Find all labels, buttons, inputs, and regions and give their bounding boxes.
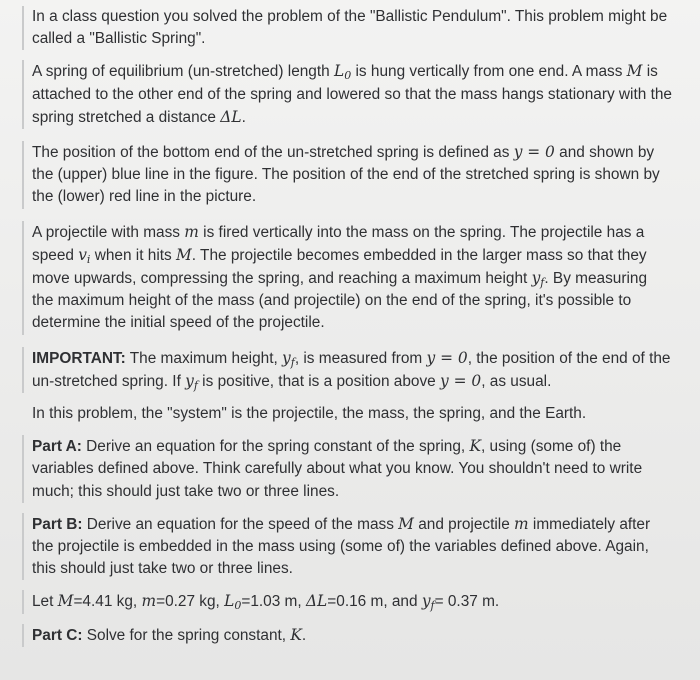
var-y-equals-0: y = 0 — [440, 371, 482, 390]
var-delta-L: ΔL — [220, 107, 242, 126]
text: and shown by the (upper) blue line in the figure. The position of the end of the stretched spring is shown by the (lower) red line in the picture. — [32, 144, 660, 206]
var-m: m — [514, 514, 529, 533]
text: The position of the bottom end of the un-stretched spring is defined as — [32, 144, 514, 162]
part-b: Part B: Derive an equation for the speed of the mass M and projectile m immediately after the projectile is embedded in the mass using (some of) the variables defined above. Again, this should just take two or three lines. — [22, 513, 672, 581]
paragraph-projectile: A projectile with mass m is fired vertically into the mass on the spring. The projectile has a speed $v_i$ when it hits M. The projectile becomes embedded in the larger mass so that they move upwards, compressing the spring, and reaching a maximum height $y_f$. By measuring the maximum height of the mass (and projectile) on the end of the spring, it's possible to determine the initial speed of the projectile. — [22, 221, 672, 335]
intro-text: In a class question you solved the problem of the "Ballistic Pendulum". This problem might be called a "Ballistic Spring". — [32, 8, 668, 48]
var-M: M — [398, 514, 414, 533]
given-values: Let M=4.41 kg, m=0.27 kg, $L_0=1.03$ m, ΔL=0.16 m, and $y_f= 0.37$ m. — [22, 590, 672, 613]
text: is attached to the other end of the spring and lowered so that the mass hangs stationary with the spring stretched a distance — [32, 63, 672, 126]
var-y-equals-0: y = 0 — [513, 143, 555, 162]
var-delta-L: ΔL — [305, 592, 328, 611]
text: is hung vertically from one end. A mass — [351, 63, 627, 81]
var-y-equals-0: y = 0 — [426, 348, 468, 367]
var-K: K — [290, 625, 302, 644]
var-yf: $y_f$ — [421, 592, 435, 613]
part-a: Part A: Derive an equation for the spring constant of the spring, K, using (some of) the variables defined above. Think carefully about what you know. You shouldn't need to write much; this should just take two or three lines. — [22, 435, 672, 503]
value-m: =0.27 kg, — [156, 593, 225, 611]
var-M: M — [176, 245, 192, 264]
text: A spring of equilibrium (un-stretched) length — [32, 63, 334, 81]
part-c: Part C: Solve for the spring constant, K. — [22, 624, 672, 647]
part-a-label: Part A: — [32, 438, 82, 456]
var-m: m — [141, 592, 157, 611]
var-yf: $y_f$ — [185, 371, 198, 392]
intro-paragraph — [22, 6, 672, 50]
value-delta-L: =0.16 m, and — [327, 593, 422, 611]
paragraph-system: In this problem, the "system" is the projectile, the mass, the spring, and the Earth. — [32, 405, 587, 423]
var-K: K — [469, 437, 481, 456]
part-b-label: Part B: — [32, 515, 83, 533]
var-m: m — [184, 222, 199, 241]
value-M: =4.41 kg, — [73, 593, 142, 611]
important-label: IMPORTANT: — [32, 349, 126, 367]
value-L0: =1.03 m, — [241, 593, 306, 611]
var-L0: $L_0$ — [224, 592, 242, 613]
var-vi: $v_i$ — [78, 245, 91, 266]
value-yf: = 0.37 m. — [434, 593, 500, 611]
var-L0: $L_0$ — [333, 62, 352, 83]
var-yf: $y_f$ — [282, 348, 295, 369]
paragraph-important: IMPORTANT: The maximum height, $y_f$, is measured from y = 0, the position of the end of the un-stretched spring. If $y_f$ is positive, that is a position above y = 0, as usual. — [22, 347, 672, 393]
paragraph-position-definition — [22, 141, 672, 209]
var-M: M — [57, 592, 74, 611]
part-c-label: Part C: — [32, 626, 83, 644]
var-M: M — [626, 62, 643, 81]
var-yf: $y_f$ — [531, 269, 545, 290]
paragraph-spring-setup: A spring of equilibrium (un-stretched) length $L_0$ is hung vertically from one end. A mass M is attached to the other end of the spring and lowered so that the mass hangs stationary with the spring stretched a distance ΔL. — [22, 60, 672, 129]
